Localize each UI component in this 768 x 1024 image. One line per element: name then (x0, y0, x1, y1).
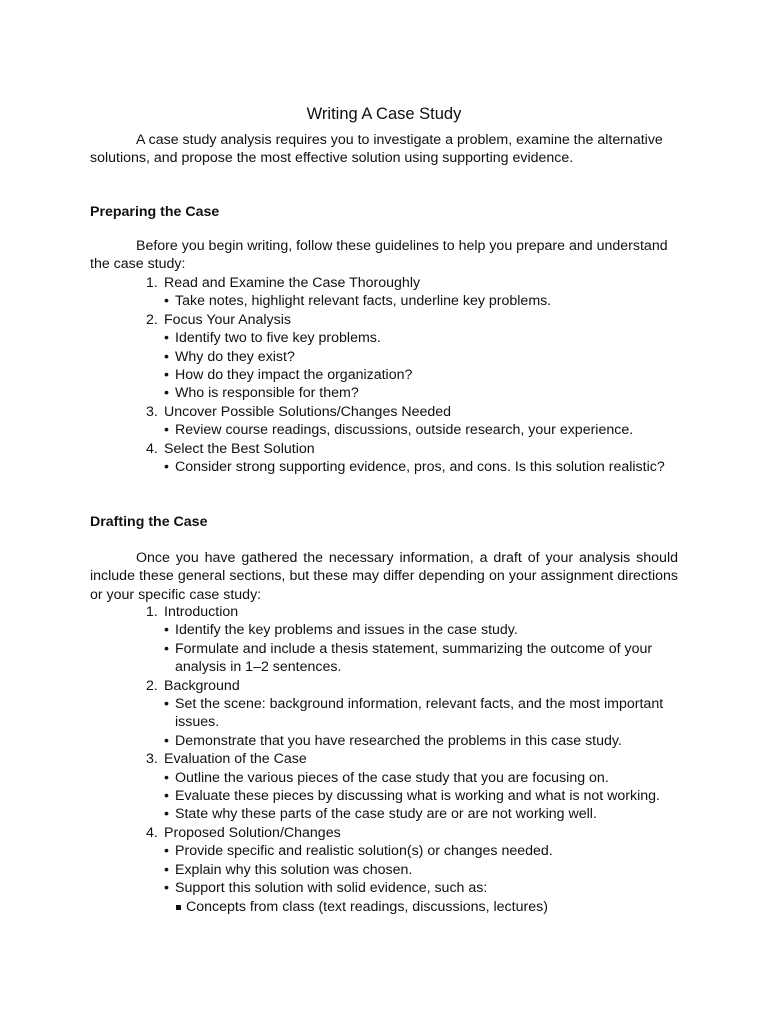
step-item (90, 603, 678, 677)
bullet-icon: • (164, 367, 169, 384)
step-item (90, 403, 678, 440)
sub-bullet-item (175, 898, 676, 916)
bullet-item (164, 458, 678, 476)
bullet-list (164, 621, 678, 676)
step-item (90, 311, 678, 403)
bullet-icon: • (164, 640, 169, 657)
bullet-item (164, 805, 678, 823)
bullet-list (164, 769, 678, 824)
bullet-icon: • (164, 806, 169, 823)
bullet-item (164, 348, 678, 366)
bullet-icon: • (164, 861, 169, 878)
step-label: Focus Your Analysis (164, 311, 291, 328)
step-item (90, 440, 678, 477)
step-number: 2. (146, 677, 158, 694)
bullet-list (164, 421, 678, 439)
step-label: Background (164, 677, 240, 694)
bullet-icon: • (164, 422, 169, 439)
bullet-item (164, 329, 678, 347)
bullet-icon: • (164, 696, 169, 713)
preparing-heading: Preparing the Case (90, 204, 220, 220)
bullet-text: Support this solution with solid evidence, such as: (175, 880, 488, 897)
bullet-item (164, 879, 678, 916)
bullet-list (164, 695, 678, 750)
bullet-item (164, 384, 678, 402)
bullet-item (164, 366, 678, 384)
bullet-icon: • (164, 385, 169, 402)
bullet-item (164, 842, 678, 860)
step-label: Proposed Solution/Changes (164, 824, 341, 841)
step-item (90, 824, 678, 916)
bullet-text: Take notes, highlight relevant facts, underline key problems. (175, 293, 552, 310)
step-number: 3. (146, 751, 158, 768)
step-label: Select the Best Solution (164, 440, 315, 457)
bullet-icon: • (164, 732, 169, 749)
bullet-item (164, 787, 678, 805)
preparing-intro: Before you begin writing, follow these guidelines to help you prepare and understand the case study: (90, 238, 668, 273)
bullet-item (164, 421, 678, 439)
bullet-icon: • (164, 330, 169, 347)
bullet-text: Why do they exist? (175, 348, 295, 365)
bullet-text: Consider strong supporting evidence, pros, and cons. Is this solution realistic? (175, 459, 665, 476)
bullet-item (164, 769, 678, 787)
step-number: 1. (146, 604, 158, 620)
bullet-item (164, 861, 678, 879)
bullet-item (164, 732, 678, 750)
bullet-text: State why these parts of the case study are or are not working well. (175, 806, 597, 823)
bullet-text: Explain why this solution was chosen. (175, 861, 413, 878)
step-label: Evaluation of the Case (164, 751, 307, 768)
bullet-icon: • (164, 459, 169, 476)
step-item (90, 750, 678, 824)
bullet-icon: • (164, 348, 169, 365)
square-bullet-icon (176, 905, 181, 910)
bullet-item (164, 292, 678, 310)
bullet-text: Formulate and include a thesis statement, summarizing the outcome of your analysis in 1–2 sentences. (175, 640, 653, 676)
drafting-intro: Once you have gathered the necessary information, a draft of your analysis should include these general sections, but these may differ depending on your assignment directions or your specific case study: (90, 550, 678, 603)
bullet-list (164, 842, 678, 916)
bullet-list (164, 458, 678, 476)
step-number: 3. (146, 403, 158, 420)
step-label: Introduction (164, 604, 239, 620)
step-item (90, 677, 678, 751)
step-label: Read and Examine the Case Thoroughly (164, 275, 421, 291)
bullet-list (164, 329, 678, 403)
sub-bullet-list (175, 898, 676, 916)
bullet-item (164, 621, 678, 639)
bullet-text: Demonstrate that you have researched the problems in this case study. (175, 732, 622, 749)
bullet-icon: • (164, 788, 169, 805)
drafting-steps-list (90, 603, 678, 916)
bullet-text: Evaluate these pieces by discussing what is working and what is not working. (175, 788, 660, 805)
bullet-text: How do they impact the organization? (175, 367, 413, 384)
bullet-text: Outline the various pieces of the case study that you are focusing on. (175, 769, 609, 786)
bullet-list (164, 292, 678, 310)
bullet-icon: • (164, 293, 169, 310)
step-label: Uncover Possible Solutions/Changes Needed (164, 403, 452, 420)
bullet-item (164, 695, 678, 732)
bullet-item (164, 640, 678, 677)
bullet-icon: • (164, 769, 169, 786)
step-number: 4. (146, 824, 158, 841)
step-number: 4. (146, 440, 158, 457)
intro-paragraph: A case study analysis requires you to investigate a problem, examine the alternative solutions, and propose the most effective solution using supporting evidence. (90, 132, 663, 167)
drafting-heading: Drafting the Case (90, 514, 208, 530)
step-number: 2. (146, 311, 158, 328)
bullet-text: Set the scene: background information, relevant facts, and the most important issues. (175, 696, 664, 731)
bullet-text: Provide specific and realistic solution(s) or changes needed. (175, 843, 553, 860)
preparing-steps-list (90, 274, 678, 476)
bullet-icon: • (164, 843, 169, 860)
bullet-text: Identify the key problems and issues in the case study. (175, 622, 518, 639)
bullet-text: Who is responsible for them? (175, 385, 359, 402)
step-number: 1. (146, 275, 158, 291)
bullet-icon: • (164, 622, 169, 639)
page-title: Writing A Case Study (306, 105, 462, 124)
sub-bullet-text: Concepts from class (text readings, discussions, lectures) (186, 898, 548, 915)
bullet-text: Review course readings, discussions, outside research, your experience. (175, 422, 634, 439)
step-item (90, 274, 678, 311)
bullet-text: Identify two to five key problems. (175, 330, 381, 347)
bullet-icon: • (164, 880, 169, 897)
